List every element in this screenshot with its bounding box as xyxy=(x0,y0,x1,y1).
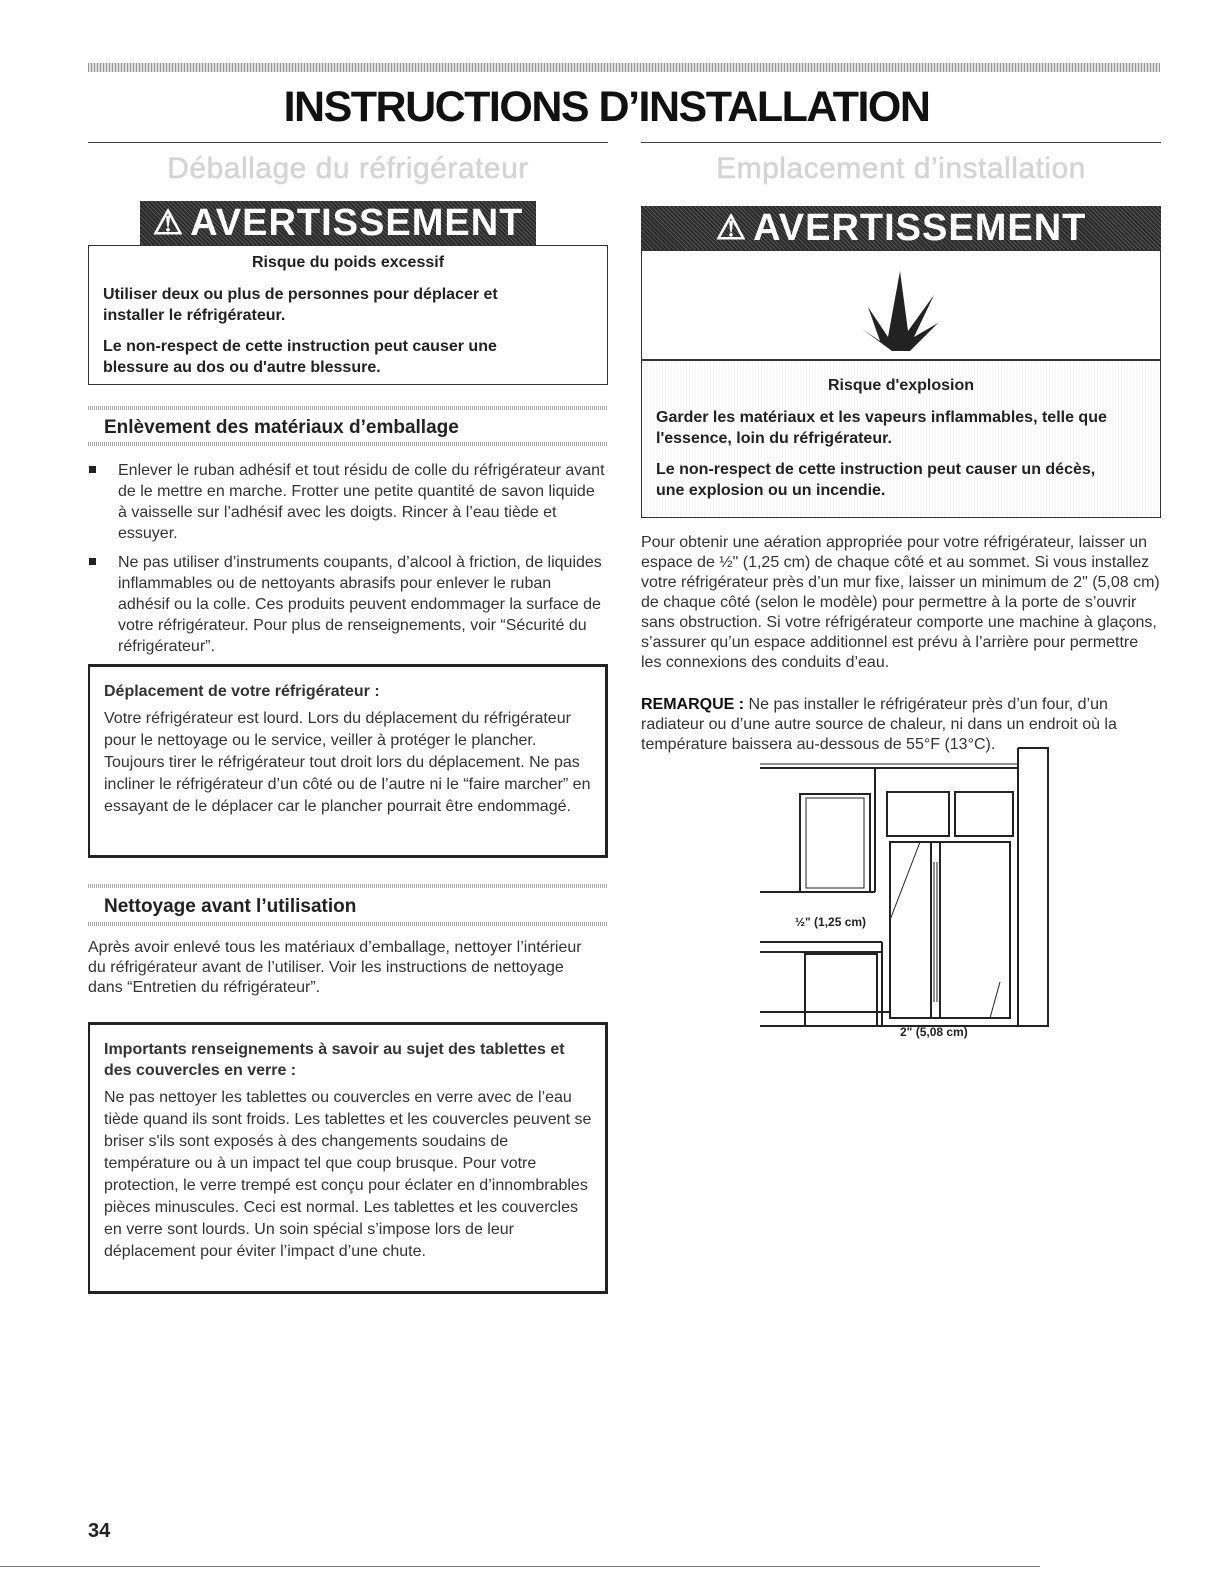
page-number: 34 xyxy=(88,1520,111,1542)
right-section-title: Emplacement d’installation xyxy=(716,152,1086,185)
right-title-rule xyxy=(641,142,1161,143)
warning-label: AVERTISSEMENT xyxy=(190,201,524,244)
left-section-title: Déballage du réfrigérateur xyxy=(167,152,529,185)
left-warning-box xyxy=(88,245,608,385)
cleaning-text: Après avoir enlevé tous les matériaux d’emballage, nettoyer l’intérieur du réfrigérateur avant de l’utiliser. Voir les instructions de nettoyage dans “Entretien du réfrigérateur”. xyxy=(88,939,582,996)
warning-triangle-icon: ⚠ xyxy=(152,204,185,242)
packing-bottom-dots xyxy=(88,442,608,446)
warning-instruction: Garder les matériaux et les vapeurs inflammables, telle que l'essence, loin du réfrigérateur. xyxy=(656,409,1107,447)
bullet-square-icon xyxy=(89,558,96,565)
moving-text: Votre réfrigérateur est lourd. Lors du déplacement du réfrigérateur pour le nettoyage ou le service, veiller à protéger le plancher. Toujours tirer le réfrigérateur tout droit lors du déplacement. Ne pas incliner le réfrigérateur d’un côté ou de l’autre ni le “faire marcher” en essayant de le déplacer car le plancher pourrait être endommagé. xyxy=(104,710,591,815)
bottom-rule xyxy=(0,1566,1040,1567)
note-label: REMARQUE : xyxy=(641,696,745,713)
left-warning-banner xyxy=(140,201,536,245)
right-warning-box xyxy=(641,360,1161,518)
warning-instruction: Utiliser deux ou plus de personnes pour déplacer et installer le réfrigérateur. xyxy=(103,286,498,324)
bullet-square-icon xyxy=(89,466,96,473)
packing-bullet-list xyxy=(88,460,606,665)
moving-info-box xyxy=(88,664,608,858)
left-title-rule xyxy=(88,142,608,143)
location-paragraph: Pour obtenir une aération appropriée pour votre réfrigérateur, laisser un espace de ½" (1,25 cm) de chaque côté et au sommet. Si vous installez votre réfrigérateur près d’un mur fixe, laisser un minimum de 2" (5,08 cm) de chaque côté (selon le modèle) pour permettre à la porte de s’ouvrir sans obstruction. Si votre réfrigérateur comporte une machine à glaçons, s’assurer qu’un espace additionnel est prévu à l’arrière pour permettre les connexions des conduits d’eau. xyxy=(641,534,1160,671)
cleaning-top-dots xyxy=(88,884,608,888)
half-inch-label: ½" (1,25 cm) xyxy=(795,915,867,929)
warning-triangle-icon: ⚠ xyxy=(715,209,748,247)
warning-hazard: Risque d'explosion xyxy=(827,377,975,394)
note-text: Ne pas installer le réfrigérateur près d’un four, d’un radiateur ou d’une autre source de chaleur, ni dans un endroit où la température baissera au-dessous de 55°F (13°C). xyxy=(641,696,1117,753)
packing-heading: Enlèvement des matériaux d’emballage xyxy=(104,417,459,438)
two-inch-label: 2" (5,08 cm) xyxy=(900,1025,968,1039)
glass-text: Ne pas nettoyer les tablettes ou couvercles en verre avec de l’eau tiède quand ils sont froids. Les tablettes et les couvercles peuvent se briser s'ils sont exposés à des changements soudains de température ou à un impact tel que coup brusque. Pour votre protection, le verre trempé est conçu pour éclater en d’innombrables pièces minuscules. Ceci est normal. Les tablettes et les couvercles en verre sont lourds. Un soin spécial s’impose lors de leur déplacement pour éviter l’impact d’une chute. xyxy=(104,1089,592,1260)
warning-consequence: Le non-respect de cette instruction peut causer un décès, une explosion ou un incendie. xyxy=(656,461,1096,499)
installation-clearance-diagram xyxy=(750,742,1060,1032)
warning-hazard: Risque du poids excessif xyxy=(251,254,445,271)
right-warning-banner xyxy=(641,206,1161,250)
moving-heading: Déplacement de votre réfrigérateur : xyxy=(104,683,380,700)
right-warning-icon-box xyxy=(641,250,1161,360)
explosion-icon xyxy=(642,251,1162,361)
list-item: Enlever le ruban adhésif et tout résidu de colle du réfrigérateur avant de le mettre en marche. Frotter une petite quantité de savon liquide à vaisselle sur l’adhésif avec les doigts. Rincer à l’eau tiède et essuyer. xyxy=(88,460,606,544)
warning-label: AVERTISSEMENT xyxy=(753,206,1087,249)
warning-consequence: Le non-respect de cette instruction peut causer une blessure au dos ou d'autre blessure. xyxy=(103,338,497,376)
list-item: Ne pas utiliser d’instruments coupants, d’alcool à friction, de liquides inflammables ou de nettoyants abrasifs pour enlever le ruban adhésif ou la colle. Ces produits peuvent endommager la surface de votre réfrigérateur. Pour plus de renseignements, voir “Sécurité du réfrigérateur”. xyxy=(88,552,606,657)
cleaning-bottom-dots xyxy=(88,922,608,926)
page-title: INSTRUCTIONS D’INSTALLATION xyxy=(283,83,930,131)
cleaning-heading: Nettoyage avant l’utilisation xyxy=(104,896,357,917)
top-decorative-bar xyxy=(88,63,1160,72)
glass-heading: Importants renseignements à savoir au sujet des tablettes et des couvercles en verre : xyxy=(104,1041,565,1079)
glass-info-box xyxy=(88,1022,608,1294)
packing-top-dots xyxy=(88,406,608,410)
